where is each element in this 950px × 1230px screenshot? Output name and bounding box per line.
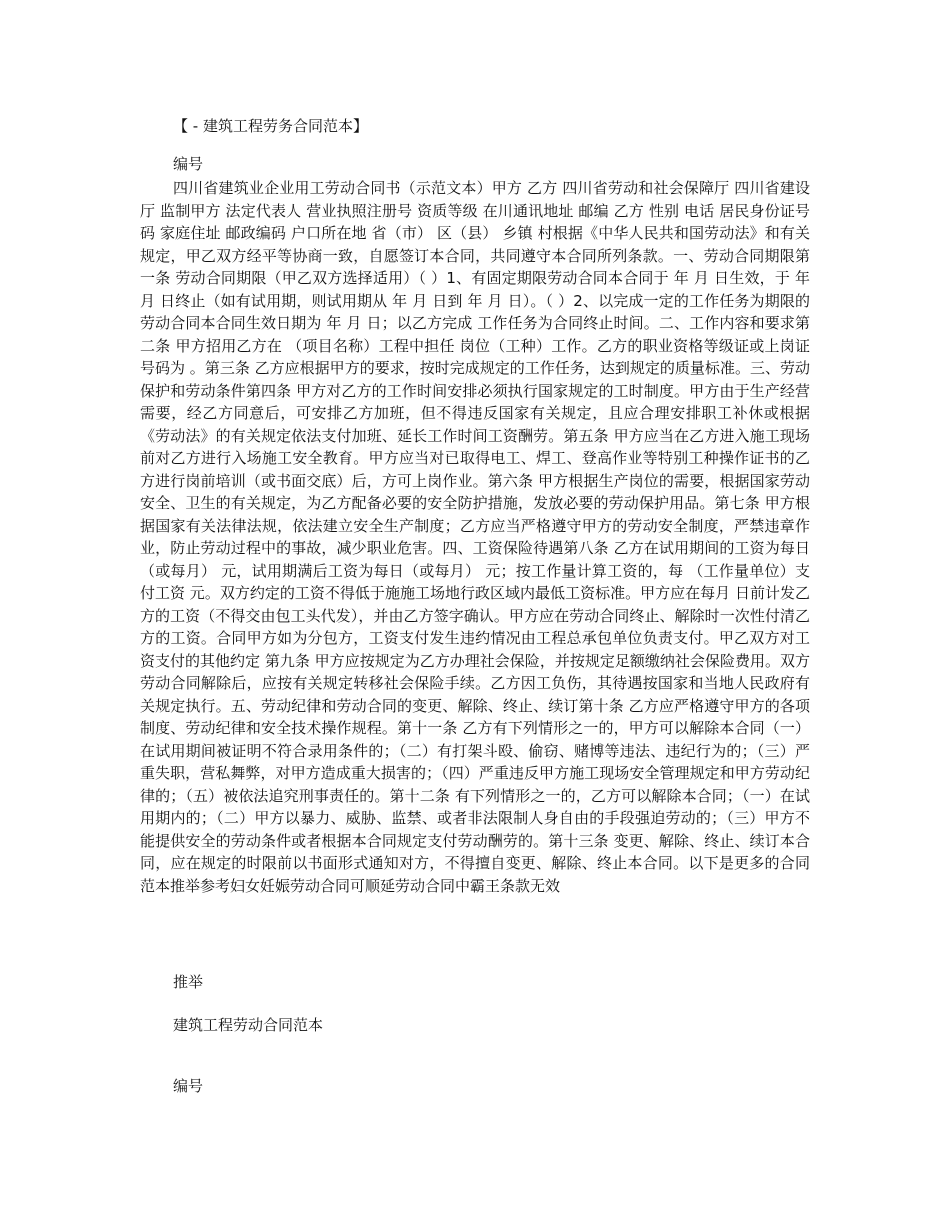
document-title: 【 - 建筑工程劳务合同范本】 xyxy=(173,117,368,135)
number-label-2: 编号 xyxy=(173,1077,204,1095)
document-subtitle: 建筑工程劳动合同范本 xyxy=(173,1016,324,1034)
recommend-label: 推举 xyxy=(173,973,204,991)
number-label: 编号 xyxy=(173,155,204,173)
contract-body-paragraph: 四川省建筑业企业用工劳动合同书（示范文本）甲方 乙方 四川省劳动和社会保障厅 四川省建设厅 监制甲方 法定代表人 营业执照注册号 资质等级 在川通讯地址 邮编 乙方 性别 电话 居民身份证号码 家庭住址 邮政编码 户口所在地 省（市） 区（县） 乡镇 村根据《中华人民共和国劳动法》和有关规定，甲乙双方经平等协商一致，自愿签订本合同，共同遵守本合同所列条款。一、劳动合同期限第一条 劳动合同期限（甲乙双方选择适用）（ ）1、有固定期限劳动合同本合同于 年 月 日生效，于 年 月 日终止（如有试用期，则试用期从 年 月 日到 年 月 日）。（ ）2、以完成一定的工作任务为期限的劳动合同本合同生效日期为 年 月 日；以乙方完成 工作任务为合同终止时间。二、工作内容和要求第二条 甲方招用乙方在 （项目名称）工程中担任 岗位（工种）工作。乙方的职业资格等级证或上岗证号码为 。第三条 乙方应根据甲方的要求，按时完成规定的工作任务，达到规定的质量标准。三、劳动保护和劳动条件第四条 甲方对乙方的工作时间安排必须执行国家规定的工时制度。甲方由于生产经营需要，经乙方同意后，可安排乙方加班，但不得违反国家有关规定，且应合理安排职工补休或根据《劳动法》的有关规定依法支付加班、延长工作时间工资酬劳。第五条 甲方应当在乙方进入施工现场前对乙方进行入场施工安全教育。甲方应当对已取得电工、焊工、登高作业等特别工种操作证书的乙方进行岗前培训（或书面交底）后，方可上岗作业。第六条 甲方根据生产岗位的需要，根据国家劳动安全、卫生的有关规定，为乙方配备必要的安全防护措施，发放必要的劳动保护用品。第七条 甲方根据国家有关法律法规，依法建立安全生产制度；乙方应当严格遵守甲方的劳动安全制度，严禁违章作业，防止劳动过程中的事故，减少职业危害。四、工资保险待遇第八条 乙方在试用期间的工资为每日（或每月） 元，试用期满后工资为每日（或每月） 元；按工作量计算工资的，每 （工作量单位）支付工资 元。双方约定的工资不得低于施施工场地行政区域内最低工资标准。甲方应在每月 日前计发乙方的工资（不得交由包工头代发），并由乙方签字确认。甲方应在劳动合同终止、解除时一次性付清乙方的工资。合同甲方如为分包方，工资支付发生违约情况由工程总承包单位负责支付。甲乙双方对工资支付的其他约定 第九条 甲方应按规定为乙方办理社会保险，并按规定足额缴纳社会保险费用。双方劳动合同解除后，应按有关规定转移社会保险手续。乙方因工负伤，其待遇按国家和当地人民政府有关规定执行。五、劳动纪律和劳动合同的变更、解除、终止、续订第十条 乙方应严格遵守甲方的各项制度、劳动纪律和安全技术操作规程。第十一条 乙方有下列情形之一的，甲方可以解除本合同（一）在试用期间被证明不符合录用条件的；（二）有打架斗殴、偷窃、赌博等违法、违纪行为的；（三）严重失职，营私舞弊，对甲方造成重大损害的；（四）严重违反甲方施工现场安全管理规定和甲方劳动纪律的；（五）被依法追究刑事责任的。第十二条 有下列情形之一的，乙方可以解除本合同；（一）在试用期内的；（二）甲方以暴力、威胁、监禁、或者非法限制人身自由的手段强迫劳动的；（三）甲方不能提供安全的劳动条件或者根据本合同规定支付劳动酬劳的。第十三条 变更、解除、终止、续订本合同，应在规定的时限前以书面形式通知对方，不得擅自变更、解除、终止本合同。以下是更多的合同范本推举参考妇女妊娠劳动合同可顺延劳动合同中霸王条款无效 xyxy=(140,179,810,895)
